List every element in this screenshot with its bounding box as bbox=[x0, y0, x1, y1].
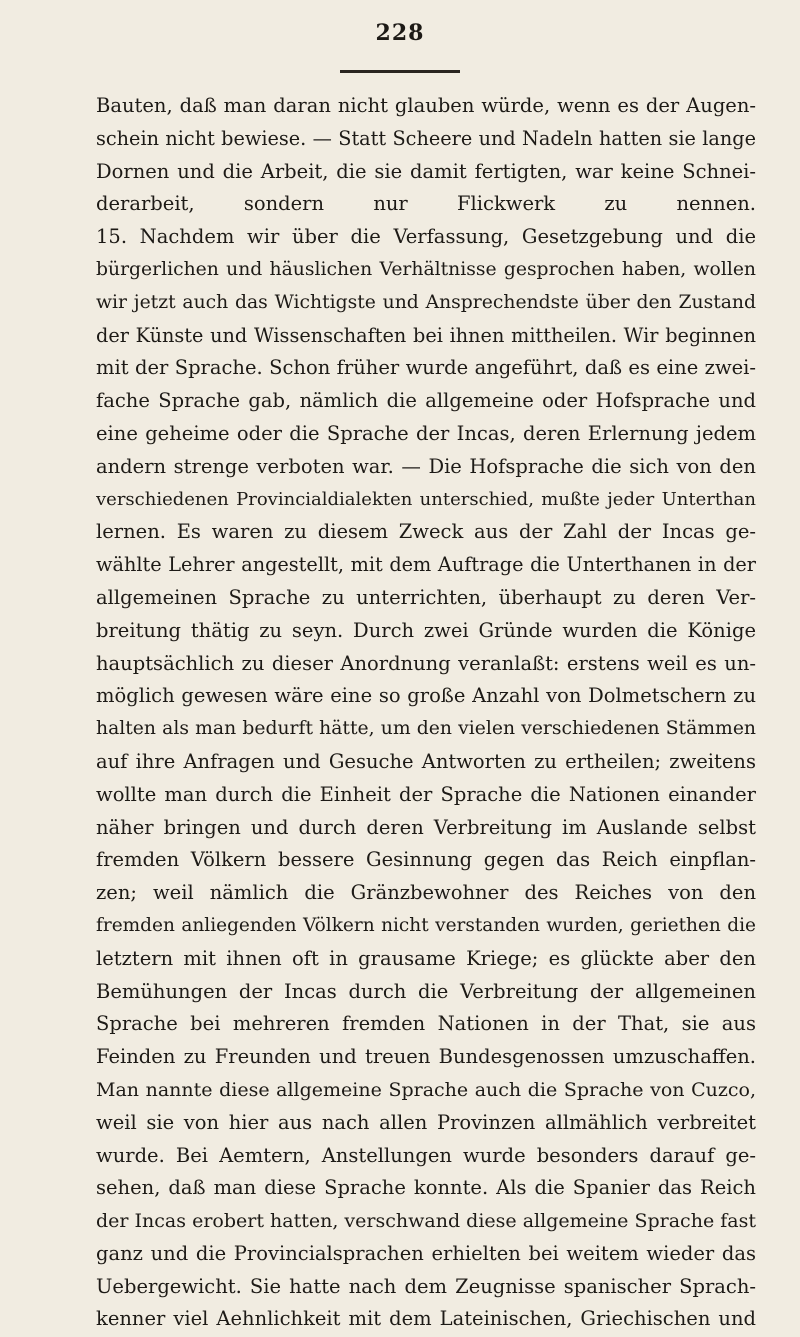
text-line: Man nannte diese allgemeine Sprache auch die Sprache von Cuzco, bbox=[96, 1078, 756, 1101]
text-line: lernen. Es waren zu diesem Zweck aus der Zahl der Incas ge- bbox=[96, 520, 756, 544]
text-line: wählte Lehrer angestellt, mit dem Auftrage die Unterthanen in der bbox=[96, 553, 756, 577]
text-line: Sprache bei mehreren fremden Nationen in der That, sie aus bbox=[96, 1012, 756, 1036]
text-line: halten als man bedurft hätte, um den vielen verschiedenen Stämmen bbox=[96, 718, 756, 740]
text-line: Dornen und die Arbeit, die sie damit fertigten, war keine Schnei- bbox=[96, 159, 756, 183]
text-line: mit der Sprache. Schon früher wurde angeführt, daß es eine zwei- bbox=[96, 356, 756, 380]
text-line: allgemeinen Sprache zu unterrichten, überhaupt zu deren Ver- bbox=[96, 585, 756, 609]
text-line: fremden anliegenden Völkern nicht verstanden wurden, geriethen die bbox=[96, 914, 756, 936]
text-line: wollte man durch die Einheit der Sprache die Nationen einander bbox=[96, 782, 756, 806]
text-line: möglich gewesen wäre eine so große Anzahl von Dolmetschern zu bbox=[96, 684, 756, 708]
text-line: breitung thätig zu seyn. Durch zwei Gründe wurden die Könige bbox=[96, 618, 756, 642]
text-line: Bauten, daß man daran nicht glauben würde, wenn es der Augen- bbox=[96, 94, 756, 117]
header-rule bbox=[340, 70, 460, 73]
text-line: verschiedenen Provincialdialekten unterschied, mußte jeder Unterthan bbox=[96, 488, 756, 510]
text-line: fremden Völkern bessere Gesinnung gegen das Reich einpflan- bbox=[96, 848, 756, 872]
text-line: andern strenge verboten war. — Die Hofsprache die sich von den bbox=[96, 454, 756, 478]
text-line: ganz und die Provincialsprachen erhielten bei weitem wieder das bbox=[96, 1241, 756, 1265]
text-line: Feinden zu Freunden und treuen Bundesgenossen umzuschaffen. bbox=[96, 1045, 756, 1069]
text-line: letztern mit ihnen oft in grausame Kriege; es glückte aber den bbox=[96, 946, 756, 970]
page-number: 228 bbox=[375, 20, 425, 46]
text-line: zen; weil nämlich die Gränzbewohner des Reiches von den bbox=[96, 881, 756, 905]
text-line: wurde. Bei Aemtern, Anstellungen wurde besonders darauf ge- bbox=[96, 1143, 756, 1167]
text-line: auf ihre Anfragen und Gesuche Antworten zu ertheilen; zweitens bbox=[96, 749, 756, 773]
text-line: sehen, daß man diese Sprache konnte. Als die Spanier das Reich bbox=[96, 1176, 756, 1200]
text-line: Bemühungen der Incas durch die Verbreitung der allgemeinen bbox=[96, 979, 756, 1003]
text-line: wir jetzt auch das Wichtigste und Ansprechendste über den Zustand bbox=[96, 291, 756, 313]
text-line: fache Sprache gab, nämlich die allgemeine oder Hofsprache und bbox=[96, 389, 756, 413]
text-line: hauptsächlich zu dieser Anordnung veranlaßt: erstens weil es un- bbox=[96, 651, 756, 675]
text-line: derarbeit, sondern nur Flickwerk zu nennen. bbox=[96, 192, 756, 216]
text-line: bürgerlichen und häuslichen Verhältnisse gesprochen haben, wollen bbox=[96, 258, 756, 280]
text-line: der Künste und Wissenschaften bei ihnen mittheilen. Wir beginnen bbox=[96, 323, 756, 347]
text-line: 15. Nachdem wir über die Verfassung, Gesetzgebung und die bbox=[96, 225, 756, 249]
text-line: näher bringen und durch deren Verbreitung im Auslande selbst bbox=[96, 815, 756, 839]
text-line: eine geheime oder die Sprache der Incas, deren Erlernung jedem bbox=[96, 421, 756, 445]
body-text bbox=[96, 90, 756, 1336]
text-line: weil sie von hier aus nach allen Provinzen allmählich verbreitet bbox=[96, 1110, 756, 1134]
text-line: schein nicht bewiese. — Statt Scheere und Nadeln hatten sie lange bbox=[96, 126, 756, 150]
text-line: der Incas erobert hatten, verschwand diese allgemeine Sprache fast bbox=[96, 1210, 756, 1233]
text-line: kenner viel Aehnlichkeit mit dem Lateinischen, Griechischen und bbox=[96, 1307, 756, 1331]
text-line: Uebergewicht. Sie hatte nach dem Zeugnisse spanischer Sprach- bbox=[96, 1274, 756, 1298]
